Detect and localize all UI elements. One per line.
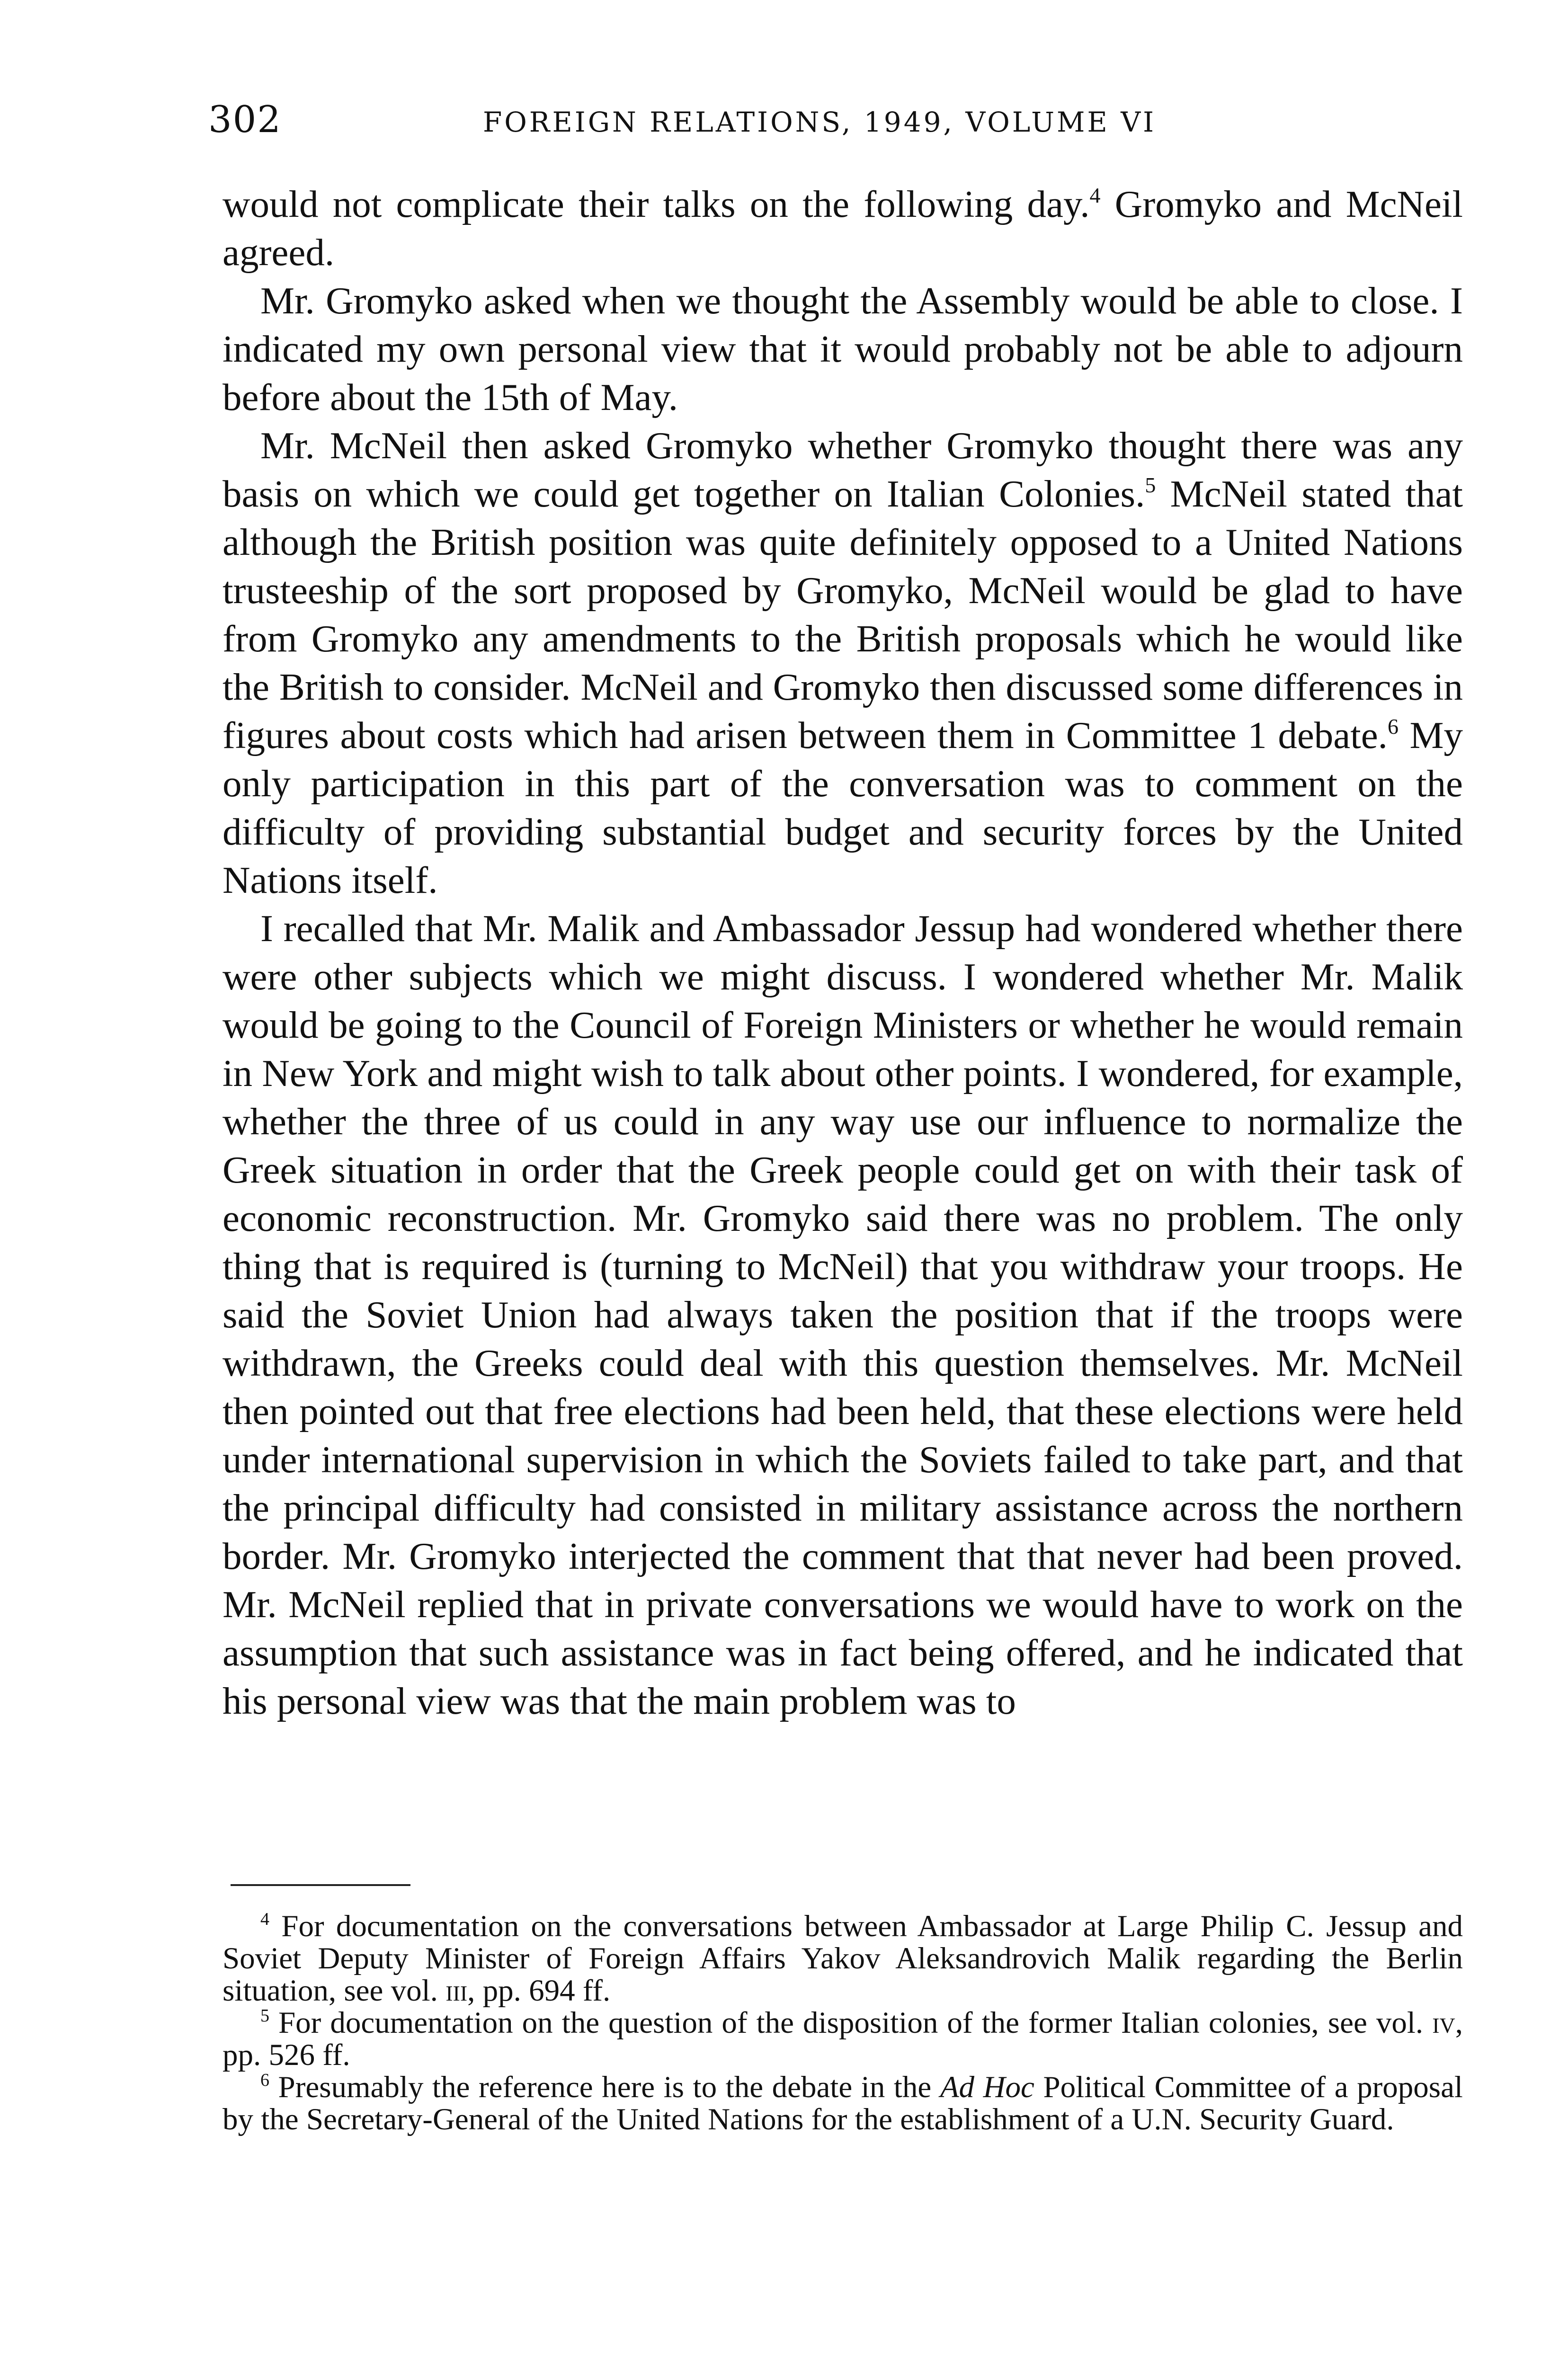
footnote-5-volume: iv (1432, 2006, 1455, 2040)
footnote-rule (231, 1884, 410, 1886)
footnote-mark-4: 4 (260, 1909, 269, 1929)
running-head: FOREIGN RELATIONS, 1949, VOLUME VI (483, 106, 1156, 138)
paragraph-3 (223, 421, 1463, 904)
page-number: 302 (208, 98, 282, 141)
footnote-4-text-b: , pp. 694 ff. (467, 1974, 611, 2008)
footnote-4 (223, 1910, 1463, 2007)
footnotes (223, 1910, 1463, 2136)
footnote-ref-5: 5 (1145, 473, 1156, 497)
footnote-6-italic: Ad Hoc (940, 2070, 1034, 2104)
footnote-5 (223, 2007, 1463, 2071)
footnote-mark-6: 6 (260, 2070, 269, 2090)
paragraph-2: Mr. Gromyko asked when we thought the Assembly would be able to close. I indicated my own personal view that it would probably not be able to adjourn before about the 15th of May. (223, 279, 1463, 418)
footnote-6-text-b: Political Committee of a proposal by the Secretary-General of the United Nations for the establishment of a U.N. Security Guard. (223, 2070, 1463, 2136)
paragraph-1-text-after: Gromyko and McNeil agreed. (223, 183, 1463, 274)
paragraph-3-text-after: My only participation in this part of the conversation was to comment on the difficulty of providing substantial budget and security forces by the United Nations itself. (223, 714, 1463, 901)
footnote-4-text-a: For documentation on the conversations between Ambassador at Large Philip C. Jessup and Soviet Deputy Minister of Foreign Affairs Yakov Aleksandrovich Malik regarding the Berlin situation, see vol. (223, 1909, 1463, 2008)
footnote-6-text-a: Presumably the reference here is to the debate in the (269, 2070, 940, 2104)
footnote-5-text-a: For documentation on the question of the disposition of the former Italian colonies, see vol. (269, 2006, 1433, 2040)
paragraph-4: I recalled that Mr. Malik and Ambassador Jessup had wondered whether there were other subjects which we might discuss. I wondered whether Mr. Malik would be going to the Council of Foreign Ministers or whether he would remain in New York and might wish to talk about other points. I wondered, for example, whether the three of us could in any way use our influence to normalize the Greek situation in order that the Greek people could get on with their task of economic reconstruction. Mr. Gromyko said there was no problem. The only thing that is required is (turning to McNeil) that you withdraw your troops. He said the Soviet Union had always taken the position that if the troops were withdrawn, the Greeks could deal with this question themselves. Mr. McNeil then pointed out that free elections had been held, that these elections were held under international supervision in which the Soviets failed to take part, and that the principal difficulty had consisted in military assistance across the northern border. Mr. Gromyko interjected the comment that that never had been proved. Mr. McNeil replied that in private conversations we would have to work on the assumption that such assistance was in fact being offered, and he indicated that his personal view was that the main problem was to (223, 907, 1463, 1722)
paragraph-3-text-before: Mr. McNeil then asked Gromyko whether Gromyko thought there was any basis on which we could get together on Italian Colonies. (223, 424, 1463, 515)
body-text (223, 180, 1463, 1725)
footnote-6 (223, 2071, 1463, 2136)
page-header (208, 98, 1468, 151)
paragraph-1-text: would not complicate their talks on the following day. (223, 183, 1090, 225)
footnote-mark-5: 5 (260, 2006, 269, 2026)
paragraph-3-text-middle: McNeil stated that although the British position was quite definitely opposed to a United Nations trusteeship of the sort proposed by Gromyko, McNeil would be glad to have from Gromyko any amendments to the British proposals which he would like the British to consider. McNeil and Gromyko then discussed some differences in figures about costs which had arisen between them in Committee 1 debate. (223, 472, 1463, 756)
paragraph-1 (223, 180, 1463, 276)
footnote-5-text-b: , pp. 526 ff. (223, 2006, 1463, 2072)
footnote-ref-6: 6 (1387, 714, 1399, 739)
footnote-ref-4: 4 (1089, 183, 1101, 207)
footnote-4-volume: iii (445, 1974, 468, 2008)
